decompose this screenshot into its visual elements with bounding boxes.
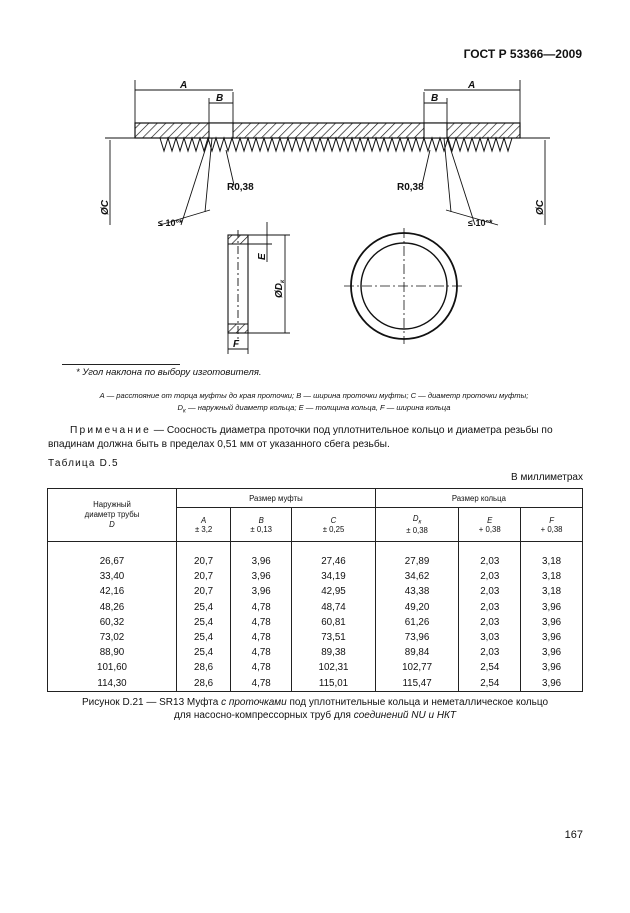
table-cell: 20,7 [177, 584, 231, 599]
column-header: A ± 3,2 [177, 508, 231, 542]
table-cell: 27,89 [375, 554, 459, 569]
table-cell: 73,96 [375, 630, 459, 645]
dimensions-table [47, 488, 583, 692]
table-caption: Таблица D.5 [48, 458, 119, 469]
table-cell: 3,18 [521, 554, 583, 569]
legend-line-2: $D_к$ — наружный диаметр кольца; E — толщина кольца, F — ширина кольца [177, 403, 451, 415]
label-dk-sub: к [280, 279, 286, 283]
table-row [48, 660, 583, 675]
table-cell: 89,38 [292, 645, 376, 660]
table-cell: 4,78 [231, 615, 292, 630]
table-row [48, 615, 583, 630]
table-cell: 73,51 [292, 630, 376, 645]
label-angle-right: ≤ 10°* [468, 218, 493, 228]
table-cell: 3,96 [231, 554, 292, 569]
svg-text:ØDк [274, 279, 286, 298]
table-cell: 2,03 [459, 600, 521, 615]
label-radius-left: R0,38 [227, 182, 254, 193]
table-cell: 2,03 [459, 569, 521, 584]
table-cell: 34,19 [292, 569, 376, 584]
table-cell: 4,78 [231, 600, 292, 615]
table-cell: 115,01 [292, 676, 376, 692]
table-cell: 3,96 [231, 569, 292, 584]
label-a-right: A [468, 80, 476, 91]
column-header: B ± 0,13 [231, 508, 292, 542]
table-cell: 43,38 [375, 584, 459, 599]
table-cell: 73,02 [48, 630, 177, 645]
table-cell: 60,81 [292, 615, 376, 630]
table-cell: 20,7 [177, 569, 231, 584]
table-cell: 3,96 [521, 676, 583, 692]
table-cell: 49,20 [375, 600, 459, 615]
note-text: — Соосность диаметра проточки под уплотнительное кольцо и диаметра резьбы по впадинам должна быть в пределах 0,51 мм от указанного сбега резьбы. [48, 425, 553, 450]
table-row [48, 584, 583, 599]
standard-code: ГОСТ Р 53366—2009 [463, 47, 582, 61]
legend-line-1: A — расстояние от торца муфты до края проточки; B — ширина проточки муфты; C — диаметр проточки муфты; [99, 391, 529, 400]
table-cell: 3,03 [459, 630, 521, 645]
table-units: В миллиметрах [511, 472, 583, 483]
table-cell: 2,03 [459, 645, 521, 660]
header-outer-diameter: Наружный диаметр трубы D [48, 489, 177, 542]
table-cell: 33,40 [48, 569, 177, 584]
table-cell: 3,96 [521, 645, 583, 660]
table-cell: 115,47 [375, 676, 459, 692]
table-cell: 42,16 [48, 584, 177, 599]
footnote-rule [62, 364, 180, 365]
label-radius-right: R0,38 [397, 182, 424, 193]
table-cell: 2,03 [459, 554, 521, 569]
coupling-section [135, 123, 520, 151]
label-b-right: B [431, 93, 439, 104]
table-cell: 88,90 [48, 645, 177, 660]
table-cell: 25,4 [177, 600, 231, 615]
header-coupling-group: Размер муфты [177, 489, 376, 508]
table-cell: 25,4 [177, 630, 231, 645]
table-cell: 3,96 [521, 615, 583, 630]
table-cell: 25,4 [177, 645, 231, 660]
table-row [48, 569, 583, 584]
table-cell: 42,95 [292, 584, 376, 599]
drawing-legend [50, 390, 578, 418]
table-cell: 48,74 [292, 600, 376, 615]
table-cell: 2,03 [459, 584, 521, 599]
note-label: Примечание [70, 425, 151, 436]
table-cell: 28,6 [177, 676, 231, 692]
table-cell: 4,78 [231, 630, 292, 645]
table-cell: 101,60 [48, 660, 177, 675]
table-cell: 28,6 [177, 660, 231, 675]
table-cell: 34,62 [375, 569, 459, 584]
table-cell: 3,96 [521, 630, 583, 645]
column-header: F + 0,38 [521, 508, 583, 542]
table-cell: 3,96 [231, 584, 292, 599]
table-cell: 25,4 [177, 615, 231, 630]
label-b-left: B [216, 93, 224, 104]
table-cell: 4,78 [231, 645, 292, 660]
table-cell: 3,96 [521, 600, 583, 615]
table-cell: 89,84 [375, 645, 459, 660]
label-c-left: ØC [100, 200, 111, 215]
table-cell: 114,30 [48, 676, 177, 692]
table-cell: 27,46 [292, 554, 376, 569]
table-cell: 60,32 [48, 615, 177, 630]
table-cell: 102,77 [375, 660, 459, 675]
table-cell: 4,78 [231, 676, 292, 692]
table-row [48, 554, 583, 569]
table-row [48, 645, 583, 660]
table-cell: 61,26 [375, 615, 459, 630]
page-number: 167 [564, 829, 583, 841]
label-angle-left: ≤ 10°* [158, 218, 183, 228]
label-dk: ØD [274, 283, 285, 298]
header-ring-group: Размер кольца [375, 489, 582, 508]
table-row [48, 676, 583, 692]
table-row [48, 600, 583, 615]
footnote: * Угол наклона по выбору изготовителя. [76, 367, 262, 378]
column-header: E + 0,38 [459, 508, 521, 542]
figure-caption: Рисунок D.21 — SR13 Муфта с проточками под уплотнительные кольца и неметаллическое кольцо для насосно-компрессорных труб для соединений NU и НКТ [81, 697, 549, 721]
table-cell: 3,18 [521, 569, 583, 584]
table-cell: 2,03 [459, 615, 521, 630]
table-cell: 2,54 [459, 660, 521, 675]
table-cell: 20,7 [177, 554, 231, 569]
label-f: F [233, 339, 240, 350]
column-header: $D_к$ ± 0,38 [375, 508, 459, 542]
table-cell: 4,78 [231, 660, 292, 675]
table-cell: 3,18 [521, 584, 583, 599]
column-header: C ± 0,25 [292, 508, 376, 542]
coupling-drawing [0, 60, 630, 360]
label-e: E [257, 253, 268, 260]
table-row [48, 630, 583, 645]
table-cell: 102,31 [292, 660, 376, 675]
label-a-left: A [180, 80, 188, 91]
table-cell: 26,67 [48, 554, 177, 569]
note-paragraph [48, 424, 584, 452]
table-cell: 3,96 [521, 660, 583, 675]
table-cell: 2,54 [459, 676, 521, 692]
label-c-right: ØC [535, 200, 546, 215]
table-cell: 48,26 [48, 600, 177, 615]
